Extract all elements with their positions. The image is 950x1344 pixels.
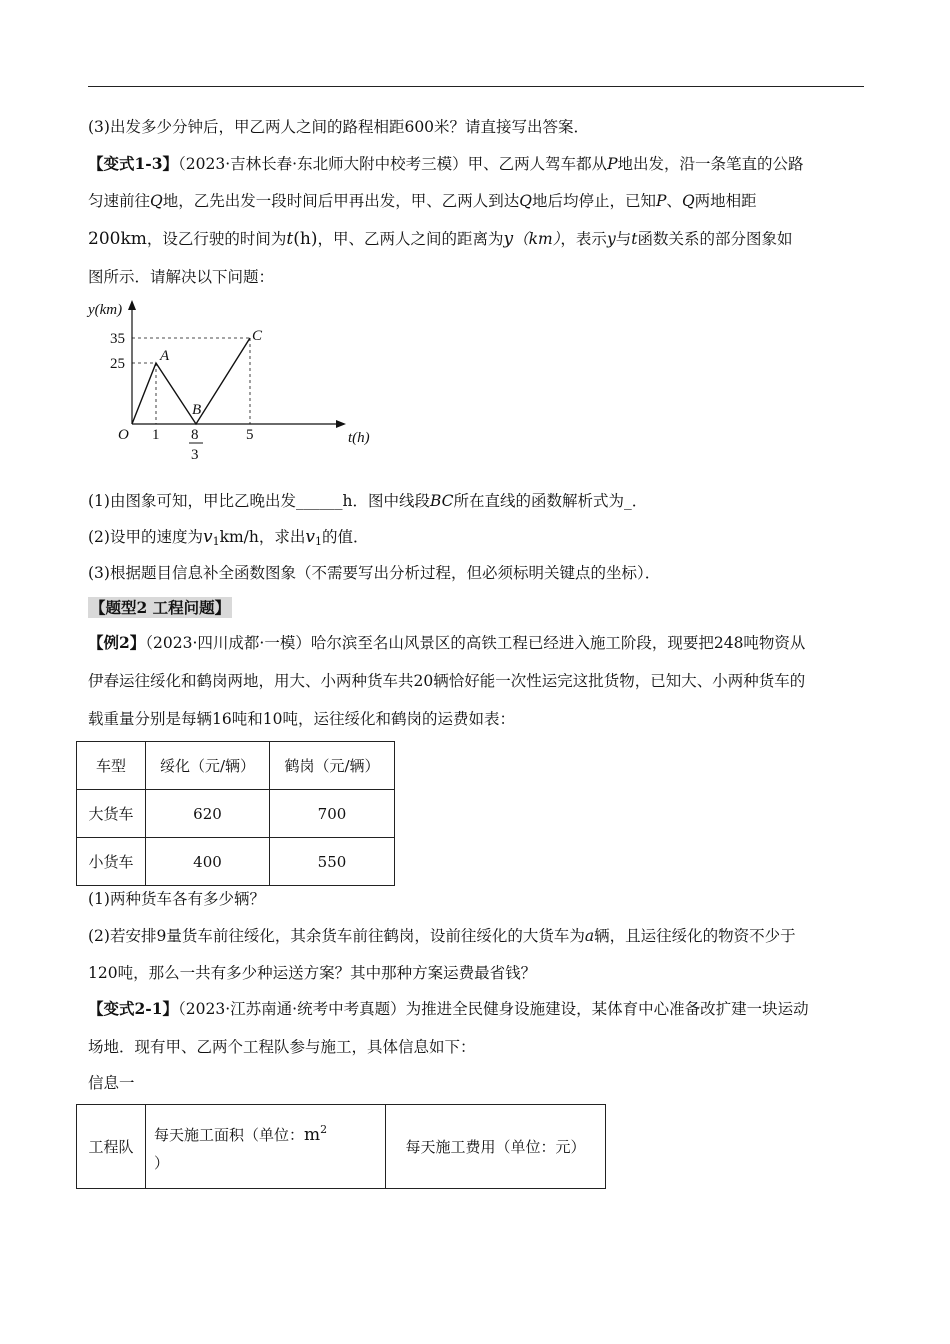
header-cell: 鹤岗（元/辆） — [270, 742, 395, 790]
text: 地后均停止，已知 — [531, 192, 656, 210]
table-row — [77, 790, 395, 838]
point-b: B — [192, 402, 202, 418]
text: 每天施工面积（单位： — [154, 1126, 305, 1144]
var-y: y — [503, 229, 514, 249]
variant-tag: 【变式2-1】 — [88, 999, 179, 1018]
example-2-line3: 载重量分别是每辆16吨和10吨，运往绥化和鹤岗的运费如表： — [88, 710, 515, 728]
x-axis-label: t(h) — [348, 430, 370, 446]
header-cell: 车型 — [77, 742, 146, 790]
text: 辆，且运往绥化的物资不少于 — [594, 927, 796, 945]
info-one-label: 信息一 — [88, 1074, 135, 1092]
text: 函数关系的部分图象如 — [637, 230, 793, 248]
var-q: Q — [519, 192, 532, 210]
text: ，设乙行驶的时间为 — [146, 230, 287, 248]
point-c: C — [252, 328, 263, 344]
text: 两地相距 — [694, 192, 757, 210]
prev-question-3: (3)出发多少分钟后，甲乙两人之间的路程相距600米？请直接写出答案． — [88, 118, 590, 136]
var-t: t — [286, 229, 294, 249]
superscript: 2 — [320, 1123, 328, 1136]
tick-25: 25 — [110, 356, 125, 372]
var-q: Q — [681, 192, 695, 210]
tick-3: 3 — [191, 447, 199, 463]
team-info-table — [76, 1104, 606, 1189]
subscript: 1 — [212, 535, 220, 548]
text: ，甲、乙两人之间的距离为 — [317, 230, 504, 248]
var-p: P — [655, 192, 667, 210]
unit-km: （km） — [513, 230, 561, 248]
var-v: v — [202, 527, 213, 547]
variant-1-3-line3 — [88, 228, 864, 250]
y-axis-arrow — [128, 300, 136, 310]
example-2-line1 — [88, 632, 864, 654]
text: 、 — [666, 192, 682, 210]
subscript: 1 — [314, 535, 322, 548]
section-heading: 【题型2 工程问题】 — [90, 598, 231, 617]
variant-1-3-line1 — [88, 153, 864, 175]
text: ） — [154, 1154, 170, 1172]
table-cell: 700 — [270, 790, 395, 838]
text: (1)由图象可知，甲比乙晚出发______h．图中线段 — [88, 492, 430, 510]
tick-1: 1 — [152, 427, 160, 443]
var-a: a — [584, 927, 595, 945]
unit-h: (h) — [293, 229, 318, 249]
text: 匀速前往 — [88, 192, 151, 210]
x-axis-arrow — [336, 420, 346, 428]
freight-table — [76, 741, 395, 886]
tick-8: 8 — [191, 427, 199, 443]
text: 的值． — [321, 528, 369, 546]
text: 所在直线的函数解析式为_． — [453, 492, 648, 510]
var-y: y — [606, 230, 616, 248]
text: 与 — [615, 230, 632, 248]
table-row — [77, 838, 395, 886]
distance: 200km — [88, 229, 147, 249]
variant-1-3-line2 — [88, 190, 864, 212]
function-graph — [84, 296, 370, 468]
example-2-line2: 伊春运往绥化和鹤岗两地，用大、小两种货车共20辆恰好能一次性运完这批货物，已知大、小两种货车的 — [88, 672, 806, 690]
top-rule — [88, 86, 864, 87]
question-1 — [88, 490, 864, 512]
text: ，表示 — [560, 230, 607, 248]
tick-35: 35 — [110, 331, 125, 347]
y-axis-label: y(km) — [88, 302, 123, 318]
table-cell: 小货车 — [77, 838, 146, 886]
text: （2023·四川成都·一模）哈尔滨至名山风景区的高铁工程已经进入施工阶段，现要把248吨物资从 — [145, 634, 806, 652]
example-2-question-2 — [88, 925, 864, 947]
graph-line — [132, 338, 250, 424]
var-v: v — [305, 527, 315, 547]
header-cell — [146, 1105, 386, 1189]
var-q: Q — [150, 192, 163, 210]
text: （2023·江苏南通·统考中考真题）为推进全民健身设施建设，某体育中心准备改扩建一块运动 — [178, 1000, 809, 1018]
header-cell: 每天施工费用（单位：元） — [386, 1105, 606, 1189]
header-cell: 工程队 — [77, 1105, 146, 1189]
table-cell: 大货车 — [77, 790, 146, 838]
text: 甲、乙两人驾车都从 — [467, 155, 608, 173]
variant-tag: 【变式1-3】 — [88, 154, 179, 173]
table-cell: 620 — [146, 790, 270, 838]
variant-2-1-line2: 场地．现有甲、乙两个工程队参与施工，具体信息如下： — [88, 1038, 476, 1056]
question-2 — [88, 526, 864, 553]
source: （2023·吉林长春·东北师大附中校考三模） — [178, 155, 468, 173]
text: 地出发，沿一条笔直的公路 — [617, 155, 804, 173]
example-2-question-1: (1)两种货车各有多少辆？ — [88, 890, 265, 908]
table-cell: 400 — [146, 838, 270, 886]
variant-2-1-line1 — [88, 998, 864, 1020]
text: (2)若安排9量货车前往绥化，其余货车前往鹤岗，设前往绥化的大货车为 — [88, 927, 585, 945]
header-cell: 绥化（元/辆） — [146, 742, 270, 790]
table-header-row — [77, 742, 395, 790]
heading-type-2 — [88, 597, 864, 619]
var-p: P — [607, 155, 618, 173]
question-3: (3)根据题目信息补全函数图象（不需要写出分析过程，但必须标明关键点的坐标）． — [88, 564, 661, 582]
var-t: t — [631, 230, 638, 248]
text: 地，乙先出发一段时间后甲再出发，甲、乙两人到达 — [162, 192, 520, 210]
variant-1-3-line4: 图所示．请解决以下问题： — [88, 268, 275, 286]
example-tag: 【例2】 — [88, 633, 146, 652]
text: km/h，求出 — [219, 528, 306, 546]
tick-5: 5 — [246, 427, 254, 443]
segment-bc: BC — [429, 492, 454, 510]
unit: m — [304, 1125, 321, 1145]
table-cell: 550 — [270, 838, 395, 886]
point-a: A — [160, 348, 170, 364]
origin-label: O — [118, 427, 129, 443]
example-2-question-2-cont: 120吨，那么一共有多少种运送方案？其中那种方案运费最省钱？ — [88, 964, 537, 982]
text: (2)设甲的速度为 — [88, 528, 203, 546]
table-header-row — [77, 1105, 606, 1189]
